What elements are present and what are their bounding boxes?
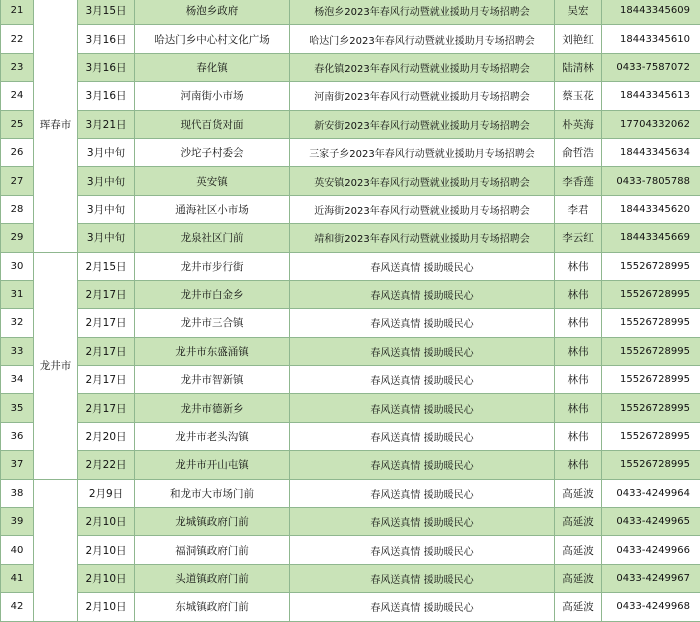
phone-cell: 18443345669: [602, 224, 700, 252]
contact-cell: 李云红: [555, 224, 602, 252]
row-number: 26: [1, 138, 34, 166]
phone-cell: 18443345620: [602, 195, 700, 223]
date-cell: 2月17日: [78, 366, 135, 394]
city-cell: 珲春市: [34, 0, 78, 252]
contact-cell: 林伟: [555, 422, 602, 450]
table-row: [1, 110, 700, 138]
row-number: 27: [1, 167, 34, 195]
contact-cell: 林伟: [555, 366, 602, 394]
venue-cell: 头道镇政府门前: [135, 564, 290, 592]
contact-cell: 高延波: [555, 593, 602, 621]
phone-cell: 0433-4249964: [602, 479, 700, 507]
date-cell: 2月10日: [78, 564, 135, 592]
event-title-cell: 春风送真情 援助暖民心: [290, 394, 555, 422]
table-row: [1, 280, 700, 308]
row-number: 35: [1, 394, 34, 422]
event-title-cell: 英安镇2023年春风行动暨就业援助月专场招聘会: [290, 167, 555, 195]
date-cell: 2月10日: [78, 536, 135, 564]
venue-cell: 龙井市老头沟镇: [135, 422, 290, 450]
event-title-cell: 靖和街2023年春风行动暨就业援助月专场招聘会: [290, 224, 555, 252]
event-title-cell: 河南街2023年春风行动暨就业援助月专场招聘会: [290, 82, 555, 110]
phone-cell: 18443345610: [602, 25, 700, 53]
row-number: 41: [1, 564, 34, 592]
venue-cell: 龙井市三合镇: [135, 309, 290, 337]
row-number: 33: [1, 337, 34, 365]
row-number: 21: [1, 0, 34, 25]
contact-cell: 陆清林: [555, 53, 602, 81]
contact-cell: 朴英海: [555, 110, 602, 138]
row-number: 29: [1, 224, 34, 252]
venue-cell: 龙城镇政府门前: [135, 508, 290, 536]
event-title-cell: 三家子乡2023年春风行动暨就业援助月专场招聘会: [290, 138, 555, 166]
phone-cell: 17704332062: [602, 110, 700, 138]
venue-cell: 东城镇政府门前: [135, 593, 290, 621]
table-row: [1, 25, 700, 53]
venue-cell: 福洞镇政府门前: [135, 536, 290, 564]
row-number: 40: [1, 536, 34, 564]
venue-cell: 龙井市步行街: [135, 252, 290, 280]
phone-cell: 0433-4249966: [602, 536, 700, 564]
date-cell: 3月中旬: [78, 167, 135, 195]
table-row: [1, 394, 700, 422]
event-title-cell: 春化镇2023年春风行动暨就业援助月专场招聘会: [290, 53, 555, 81]
venue-cell: 龙井市德新乡: [135, 394, 290, 422]
phone-cell: 18443345613: [602, 82, 700, 110]
event-title-cell: 近海街2023年春风行动暨就业援助月专场招聘会: [290, 195, 555, 223]
venue-cell: 英安镇: [135, 167, 290, 195]
date-cell: 2月10日: [78, 593, 135, 621]
date-cell: 2月17日: [78, 280, 135, 308]
contact-cell: 蔡玉花: [555, 82, 602, 110]
event-title-cell: 春风送真情 援助暖民心: [290, 337, 555, 365]
date-cell: 2月17日: [78, 337, 135, 365]
date-cell: 2月20日: [78, 422, 135, 450]
date-cell: 2月10日: [78, 508, 135, 536]
contact-cell: 林伟: [555, 280, 602, 308]
date-cell: 2月9日: [78, 479, 135, 507]
contact-cell: 高延波: [555, 479, 602, 507]
venue-cell: 龙井市智新镇: [135, 366, 290, 394]
venue-cell: 龙井市开山屯镇: [135, 451, 290, 479]
contact-cell: 刘艳红: [555, 25, 602, 53]
table-row: [1, 422, 700, 450]
event-title-cell: 春风送真情 援助暖民心: [290, 451, 555, 479]
table-row: [1, 82, 700, 110]
row-number: 38: [1, 479, 34, 507]
phone-cell: 15526728995: [602, 366, 700, 394]
venue-cell: 和龙市大市场门前: [135, 479, 290, 507]
row-number: 39: [1, 508, 34, 536]
event-title-cell: 杨泡乡2023年春风行动暨就业援助月专场招聘会: [290, 0, 555, 25]
contact-cell: 高延波: [555, 536, 602, 564]
contact-cell: 吴宏: [555, 0, 602, 25]
table-row: [1, 366, 700, 394]
table-row: [1, 593, 700, 621]
date-cell: 3月16日: [78, 25, 135, 53]
contact-cell: 高延波: [555, 508, 602, 536]
date-cell: 3月16日: [78, 82, 135, 110]
table-row: [1, 138, 700, 166]
event-title-cell: 春风送真情 援助暖民心: [290, 366, 555, 394]
table-row: [1, 252, 700, 280]
event-title-cell: 春风送真情 援助暖民心: [290, 564, 555, 592]
venue-cell: 龙泉社区门前: [135, 224, 290, 252]
contact-cell: 林伟: [555, 394, 602, 422]
row-number: 24: [1, 82, 34, 110]
table-row: [1, 508, 700, 536]
event-title-cell: 春风送真情 援助暖民心: [290, 593, 555, 621]
event-title-cell: 春风送真情 援助暖民心: [290, 508, 555, 536]
table-row: [1, 309, 700, 337]
phone-cell: 15526728995: [602, 394, 700, 422]
venue-cell: 春化镇: [135, 53, 290, 81]
row-number: 42: [1, 593, 34, 621]
phone-cell: 15526728995: [602, 309, 700, 337]
venue-cell: 龙井市白金乡: [135, 280, 290, 308]
venue-cell: 龙井市东盛涌镇: [135, 337, 290, 365]
contact-cell: 李香莲: [555, 167, 602, 195]
contact-cell: 俞哲浩: [555, 138, 602, 166]
contact-cell: 高延波: [555, 564, 602, 592]
city-cell: 龙井市: [34, 252, 78, 479]
contact-cell: 林伟: [555, 252, 602, 280]
phone-cell: 15526728995: [602, 280, 700, 308]
table-row: [1, 53, 700, 81]
phone-cell: 15526728995: [602, 422, 700, 450]
venue-cell: 现代百货对面: [135, 110, 290, 138]
row-number: 34: [1, 366, 34, 394]
phone-cell: 15526728995: [602, 451, 700, 479]
phone-cell: 0433-7805788: [602, 167, 700, 195]
event-title-cell: 春风送真情 援助暖民心: [290, 309, 555, 337]
event-title-cell: 春风送真情 援助暖民心: [290, 536, 555, 564]
venue-cell: 通海社区小市场: [135, 195, 290, 223]
table-row: [1, 479, 700, 507]
date-cell: 3月中旬: [78, 224, 135, 252]
row-number: 32: [1, 309, 34, 337]
date-cell: 2月22日: [78, 451, 135, 479]
venue-cell: 哈达门乡中心村文化广场: [135, 25, 290, 53]
contact-cell: 李君: [555, 195, 602, 223]
row-number: 36: [1, 422, 34, 450]
contact-cell: 林伟: [555, 337, 602, 365]
phone-cell: 0433-4249968: [602, 593, 700, 621]
event-title-cell: 哈达门乡2023年春风行动暨就业援助月专场招聘会: [290, 25, 555, 53]
event-title-cell: 春风送真情 援助暖民心: [290, 252, 555, 280]
city-cell: [34, 479, 78, 621]
table-row: [1, 564, 700, 592]
date-cell: 3月21日: [78, 110, 135, 138]
table-body: [1, 0, 700, 621]
contact-cell: 林伟: [555, 309, 602, 337]
row-number: 22: [1, 25, 34, 53]
row-number: 37: [1, 451, 34, 479]
event-title-cell: 新安街2023年春风行动暨就业援助月专场招聘会: [290, 110, 555, 138]
date-cell: 3月15日: [78, 0, 135, 25]
table-row: [1, 337, 700, 365]
table-row: [1, 0, 700, 25]
table-row: [1, 224, 700, 252]
phone-cell: 0433-4249967: [602, 564, 700, 592]
date-cell: 2月17日: [78, 394, 135, 422]
row-number: 30: [1, 252, 34, 280]
date-cell: 2月17日: [78, 309, 135, 337]
phone-cell: 18443345634: [602, 138, 700, 166]
table-row: [1, 195, 700, 223]
phone-cell: 18443345609: [602, 0, 700, 25]
event-title-cell: 春风送真情 援助暖民心: [290, 422, 555, 450]
venue-cell: 河南街小市场: [135, 82, 290, 110]
date-cell: 3月中旬: [78, 138, 135, 166]
contact-cell: 林伟: [555, 451, 602, 479]
table-row: [1, 536, 700, 564]
venue-cell: 杨泡乡政府: [135, 0, 290, 25]
event-title-cell: 春风送真情 援助暖民心: [290, 280, 555, 308]
row-number: 25: [1, 110, 34, 138]
table-row: [1, 451, 700, 479]
venue-cell: 沙坨子村委会: [135, 138, 290, 166]
date-cell: 2月15日: [78, 252, 135, 280]
row-number: 23: [1, 53, 34, 81]
phone-cell: 0433-4249965: [602, 508, 700, 536]
row-number: 28: [1, 195, 34, 223]
phone-cell: 0433-7587072: [602, 53, 700, 81]
phone-cell: 15526728995: [602, 252, 700, 280]
table-row: [1, 167, 700, 195]
date-cell: 3月中旬: [78, 195, 135, 223]
phone-cell: 15526728995: [602, 337, 700, 365]
date-cell: 3月16日: [78, 53, 135, 81]
event-title-cell: 春风送真情 援助暖民心: [290, 479, 555, 507]
row-number: 31: [1, 280, 34, 308]
